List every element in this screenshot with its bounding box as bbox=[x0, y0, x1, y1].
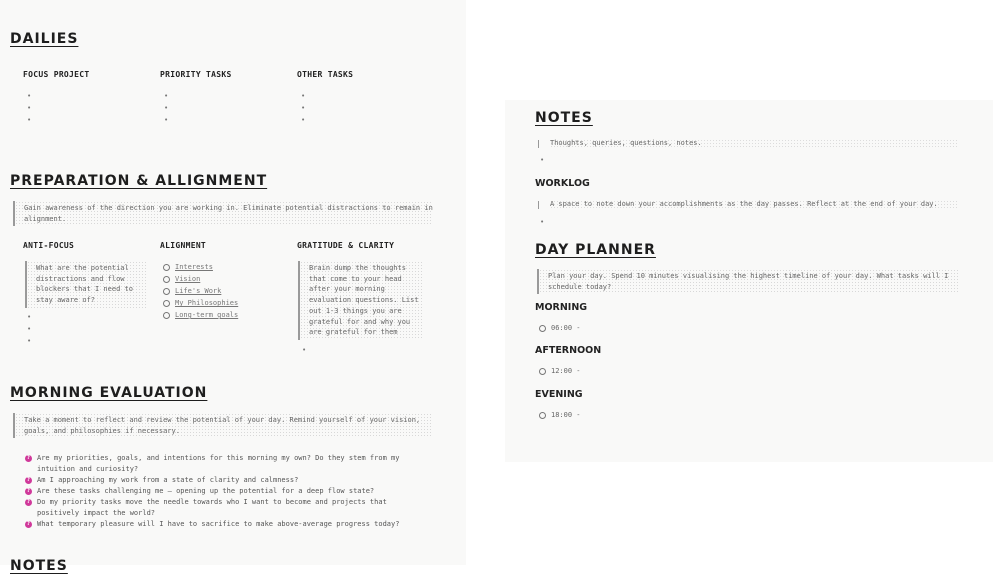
anti-focus-heading: ANTI-FOCUS bbox=[23, 241, 75, 250]
anti-focus-callout[interactable]: What are the potential distractions and flow blockers that I need to stay aware of? bbox=[25, 261, 146, 308]
question-mark-icon: ? bbox=[25, 455, 32, 462]
alignment-item-lifes-work[interactable] bbox=[163, 287, 221, 295]
morning-time-slot[interactable] bbox=[539, 324, 581, 332]
question-text: Do my priority tasks move the needle towards who I want to become and projects that positively impact the world? bbox=[37, 498, 387, 518]
morning-evaluation-heading: MORNING EVALUATION bbox=[10, 385, 208, 401]
checkbox-circle-icon[interactable] bbox=[163, 264, 170, 271]
preparation-callout[interactable]: Gain awareness of the direction you are working in. Eliminate potential distractions to remain in alignment. bbox=[13, 201, 433, 226]
alignment-item-vision[interactable] bbox=[163, 275, 200, 283]
checkbox-circle-icon[interactable] bbox=[163, 312, 170, 319]
question-text: What temporary pleasure will I have to sacrifice to make above-average progress today? bbox=[37, 520, 400, 529]
priority-bullet-3[interactable]: • bbox=[164, 116, 169, 124]
dailies-heading: DAILIES bbox=[10, 31, 79, 47]
checkbox-circle-icon[interactable] bbox=[539, 412, 546, 419]
anti-focus-bullet-1[interactable]: • bbox=[27, 313, 32, 321]
evening-heading: EVENING bbox=[535, 389, 583, 400]
day-planner-callout[interactable]: Plan your day. Spend 10 minutes visualising the highest timeline of your day. What tasks will I schedule today? bbox=[537, 269, 959, 294]
alignment-item-my-philosophies[interactable] bbox=[163, 299, 238, 307]
gratitude-bullet[interactable]: • bbox=[302, 346, 307, 354]
daily-template-right-page bbox=[505, 100, 993, 462]
question-text: Are my priorities, goals, and intentions for this morning my own? Do they stem from my intuition and curiosity? bbox=[37, 454, 400, 473]
other-bullet-2[interactable]: • bbox=[301, 104, 306, 112]
worklog-quote-bar bbox=[538, 201, 539, 209]
checkbox-circle-icon[interactable] bbox=[163, 300, 170, 307]
question-mark-icon: ? bbox=[25, 477, 32, 484]
priority-bullet-2[interactable]: • bbox=[164, 104, 169, 112]
day-planner-heading: DAY PLANNER bbox=[535, 242, 656, 258]
anti-focus-bullet-3[interactable]: • bbox=[27, 337, 32, 345]
focus-project-heading: FOCUS PROJECT bbox=[23, 70, 90, 79]
worklog-heading: WORKLOG bbox=[535, 178, 590, 189]
question-text: Are these tasks challenging me — opening up the potential for a deep flow state? bbox=[37, 487, 375, 496]
worklog-bullet[interactable]: • bbox=[540, 218, 545, 226]
anti-focus-bullet-2[interactable]: • bbox=[27, 325, 32, 333]
checkbox-circle-icon[interactable] bbox=[163, 276, 170, 283]
priority-tasks-heading: PRIORITY TASKS bbox=[160, 70, 232, 79]
alignment-item-interests[interactable] bbox=[163, 263, 213, 271]
gratitude-callout[interactable]: Brain dump the thoughts that come to your head after your morning evaluation questions. List out 1-3 things you are grateful for and why you are grateful for them bbox=[298, 261, 422, 340]
notes-heading: NOTES bbox=[535, 110, 593, 126]
preparation-heading: PREPARATION & ALLIGNMENT bbox=[10, 173, 268, 189]
other-bullet-1[interactable]: • bbox=[301, 92, 306, 100]
focus-bullet-2[interactable]: • bbox=[27, 104, 32, 112]
checkbox-circle-icon[interactable] bbox=[163, 288, 170, 295]
morning-heading: MORNING bbox=[535, 302, 588, 313]
question-mark-icon: ? bbox=[25, 499, 32, 506]
lifes-work-link[interactable]: Life's Work bbox=[175, 287, 222, 295]
alignment-item-long-term-goals[interactable] bbox=[163, 311, 238, 319]
daily-template-left-page bbox=[0, 0, 466, 574]
checkbox-circle-icon[interactable] bbox=[539, 325, 546, 332]
question-item[interactable] bbox=[25, 475, 425, 486]
question-mark-icon: ? bbox=[25, 488, 32, 495]
interests-link[interactable]: Interests bbox=[175, 263, 213, 271]
notes-quote-bar bbox=[538, 140, 539, 148]
vision-link[interactable]: Vision bbox=[175, 275, 201, 283]
long-term-goals-link[interactable]: Long-term goals bbox=[175, 311, 239, 319]
my-philosophies-link[interactable]: My Philosophies bbox=[175, 299, 239, 307]
priority-bullet-1[interactable]: • bbox=[164, 92, 169, 100]
morning-time: 06:00 - bbox=[551, 324, 581, 332]
question-item[interactable] bbox=[25, 497, 425, 518]
checkbox-circle-icon[interactable] bbox=[539, 368, 546, 375]
gratitude-heading: GRATITUDE & CLARITY bbox=[297, 241, 395, 250]
morning-evaluation-callout[interactable]: Take a moment to reflect and review the potential of your day. Remind yourself of your vision, goals, and philosophies if necessary. bbox=[13, 413, 433, 438]
afternoon-time: 12:00 - bbox=[551, 367, 581, 375]
afternoon-heading: AFTERNOON bbox=[535, 345, 602, 356]
notes-bullet[interactable]: • bbox=[540, 156, 545, 164]
evening-time-slot[interactable] bbox=[539, 411, 581, 419]
question-text: Am I approaching my work from a state of clarity and calmness? bbox=[37, 475, 299, 484]
focus-bullet-1[interactable]: • bbox=[27, 92, 32, 100]
focus-bullet-3[interactable]: • bbox=[27, 116, 32, 124]
notes-heading-cutoff: NOTES bbox=[10, 558, 68, 574]
other-tasks-heading: OTHER TASKS bbox=[297, 70, 354, 79]
alignment-heading: ALIGNMENT bbox=[160, 241, 207, 250]
notes-placeholder[interactable]: Thoughts, queries, questions, notes. bbox=[550, 139, 958, 147]
question-item[interactable] bbox=[25, 486, 425, 497]
evening-time: 18:00 - bbox=[551, 411, 581, 419]
worklog-placeholder[interactable]: A space to note down your accomplishments as the day passes. Reflect at the end of your day. bbox=[550, 200, 958, 208]
question-mark-icon: ? bbox=[25, 521, 32, 528]
other-bullet-3[interactable]: • bbox=[301, 116, 306, 124]
afternoon-time-slot[interactable] bbox=[539, 367, 581, 375]
question-item[interactable] bbox=[25, 453, 425, 474]
evaluation-questions bbox=[25, 453, 425, 530]
question-item[interactable] bbox=[25, 519, 425, 530]
